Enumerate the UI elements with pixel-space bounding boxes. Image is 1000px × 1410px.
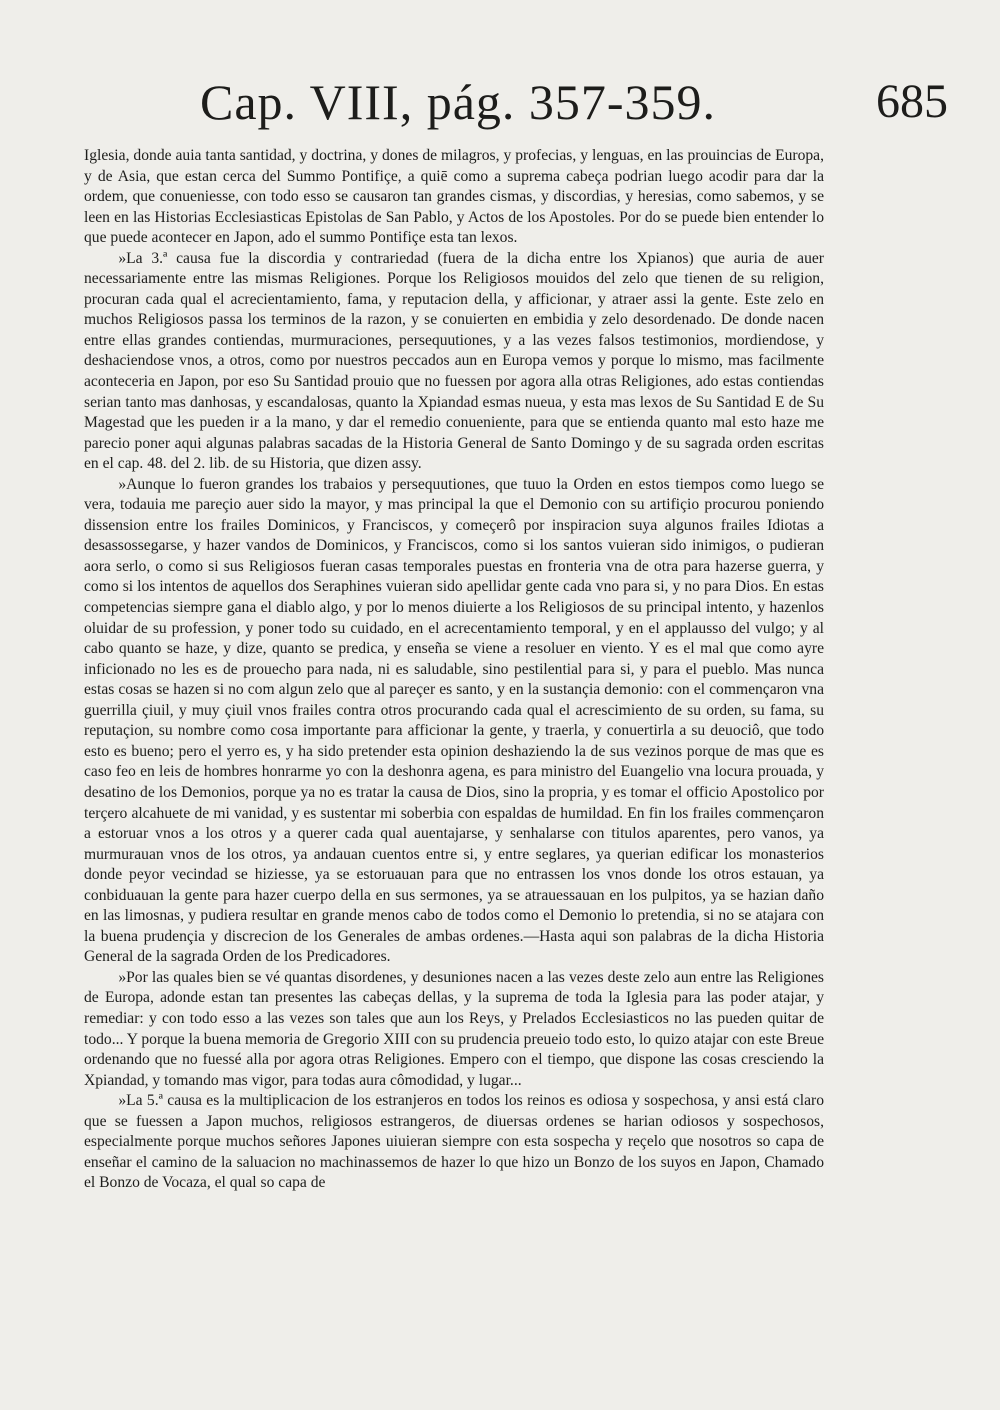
paragraph: »Por las quales bien se vé quantas disordenes, y desuniones nacen a las vezes deste zelo aun entre las Religiones de Europa, adonde estan tan presentes las cabeças dellas, y la suprema de toda la Iglesia para las poder atajar, y remediar: y con todo esso a las vezes son tales que aun los Reys, y Prelados Ecclesiasticos no las pueden quitar de todo... Y porque la buena memoria de Gregorio XIII con su prudencia preueio todo esto, lo quizo atajar con este Breue ordenando que no fuessé alla por agora otras Religiones. Empero con el tiempo, que dispone las cosas cresciendo la Xpiandad, y tomando mas vigor, para todas aura cômodidad, y lugar... — [84, 968, 824, 1089]
page-number: 685 — [876, 75, 948, 128]
paragraph: »La 5.ª causa es la multiplicacion de los estranjeros en todos los reinos es odiosa y sospechosa, y ansi está claro que se fuessen a Japon muchos, religiosos estrangeros, de diuersas ordenes se harian odiosos y sospechosos, especialmente porque muchos señores Japones uiuieran siempre con esta sospecha y reçelo que nosotros so capa de enseñar el camino de la saluacion no machinassemos de hazer lo que hizo un Bonzo de los suyos en Japon, Chamado el Bonzo de Vocaza, el qual so capa de — [84, 1092, 824, 1192]
paragraph: Iglesia, donde auia tanta santidad, y doctrina, y dones de milagros, y profecias, y lenguas, en las prouincias de Europa, y de Asia, que estan cerca del Summo Pontifiçe, a quiē como a suprema cabeça podrian luego acodir para dar la ordem, que conueniesse, con todo esso se causaron tan grandes cismas, y discordias, y heresias, como sabemos, y se leen en las Historias Ecclesiasticas Epistolas de San Pablo, y Actos de los Apostoles. Por do se puede bien entender lo que puede acontecer en Japon, ado el summo Pontifiçe esta tan lexos. — [84, 147, 824, 247]
body-text — [84, 146, 824, 1194]
paragraph: »Aunque lo fueron grandes los trabaios y persequutiones, que tuuo la Orden en estos tiempos como luego se vera, todauia me pareçio auer sido la mayor, y mas principal la que el Demonio con su artifiçio procurou poniendo dissension entre los frailes Dominicos, y Franciscos, y começerô por inspiracion suya algunos frailes Idiotas a desassossegarse, y hazer vandos de Dominicos, y Franciscos, como si los santos vuieran sido inimigos, o pudieran aora serlo, o como si sus Religiosos fueran casas temporales puestas en fronteria vna de otra para hazerse guerra, y como si los intentos de aquellos dos Seraphines vuieran sido apellidar gente cada vno para si, y no para Dios. En estas competencias siempre gana el diablo algo, y por lo menos diuierte a los Religiosos de su principal intento, y hazenlos oluidar de su profession, y poner todo su cuidado, en el acrecentamiento temporal, y en el applausso del vulgo; y al cabo quanto se haze, y dize, quanto se predica, y enseña se viene a resoluer en viento. Y es el mal que como ayre inficionado no les es de prouecho para nada, ni es saludable, sino pestilential para si, y para el pueblo. Mas nunca estas cosas se hazen si no com algun zelo que al pareçer es santo, y en la sustançia demonio: con el commençaron vna guerrilla çiuil, y muy çiuil vnos frailes contra otros procurando cada qual el acrescimiento de su orden, su fama, su reputaçion, su nombre como cosa importante para afficionar la gente, y traerla, y conuertirla a su deuociô, que todo esto es bueno; pero el yerro es, y ha sido pretender esta opinion deshaziendo la de sus vezinos porque de mas que es caso feo en leis de hombres honrarme yo con la deshonra agena, es para ministro del Euangelio vna locura prouada, y desatino de los Demonios, porque ya no es tratar la causa de Dios, sino la propria, y es tomar el officio Apostolico por terçero alcahuete de mi vanidad, y es sustentar mi soberbia con espaldas de humildad. En fin los frailes commençaron a estoruar vnos a los otros y a querer cada qual auentajarse, y senhalarse con titulos aparentes, pero vanos, ya murmurauan vnos de los otros, ya andauan cuentos entre si, y entre seglares, ya querian edificar los monasterios donde peyor vecindad se hiziesse, ya se estoruauan para que no entrassen los vnos donde los otros estauan, ya conbiduauan la gente para hazer cuerpo della en sus sermones, ya se atrauessauan en los pulpitos, ya se hazian daño en las limosnas, y pudiera resultar en grande menos cabo de todos como el Demonio lo pretendia, si no se atajara con la buena prudençia y discrecion de los Generales de ambas ordenes.—Hasta aqui son palabras de la dicha Historia General de la sagrada Orden de los Predicadores. — [84, 475, 824, 966]
running-header — [0, 72, 1000, 142]
paragraph: »La 3.ª causa fue la discordia y contrariedad (fuera de la dicha entre los Xpianos) que auria de auer necessariamente entre las mismas Religiones. Porque los Religiosos mouidos del zelo que tienen de su religion, procuran cada qual el acrecientamiento, fama, y reputacion della, y afficionar, y atraer assi la gente. Este zelo en muchos Religiosos passa los terminos de la razon, y se conuierten en embidia y zelo desordenado. De donde nacen entre ellas grandes contiendas, murmuraciones, persequutiones, y a las vezes falsos testimonios, mordiendose, y deshaciendose vnos, a otros, como por nuestros peccados aun en Europa vemos y porque lo mismo, mas facilmente aconteceria en Japon, por eso Su Santidad prouio que no fuessen por agora alla otras Religiones, ado estas contiendas serian tanto mas danhosas, y escandalosas, quanto la Xpiandad esmas nueua, y esta mas lexos de Su Santidad E de Su Magestad que les pueden ir a la mano, y dar el remedio conueniente, para que se entienda quanto mal esto haze me parecio poner aqui algunas palabras sacadas de la Historia General de Santo Domingo y de su sagrada orden escritas en el cap. 48. del 2. lib. de su Historia, que dizen assy. — [84, 249, 824, 473]
chapter-heading: Cap. VIII, pág. 357-359. — [200, 74, 717, 130]
